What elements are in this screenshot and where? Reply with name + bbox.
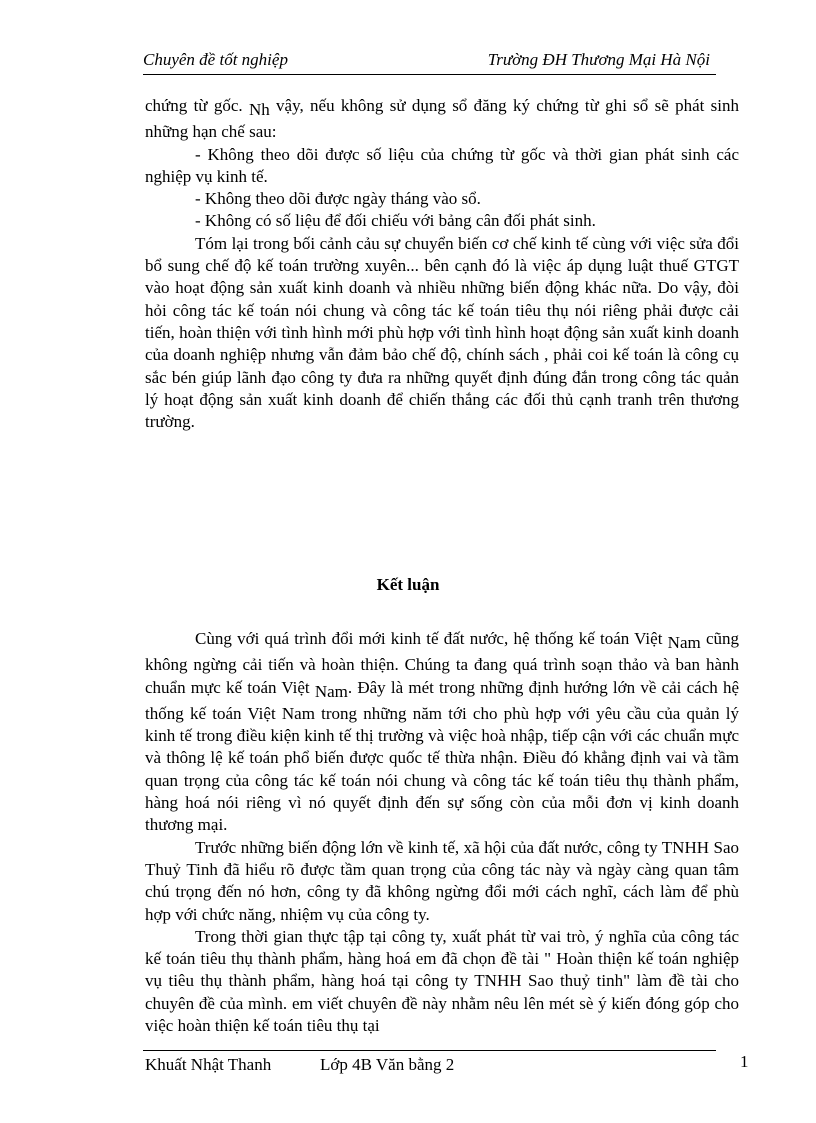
paragraph: Cùng với quá trình đổi mới kinh tế đất nước, hệ thống kế toán Việt Nam cũng không ngừng cải tiến và hoàn thiện. Chúng ta đang quá trình soạn thảo và ban hành chuẩn mực kế toán Việt Nam. Đây là mét trong những định hướng lớn về cải cách hệ thống kế toán Việt Nam trong những năm tới cho phù hợp với yêu cầu của quản lý kinh tế trong điều kiện kinh tế thị trường và việc hoà nhập, tiếp cận với các chuẩn mực và thông lệ kế toán phổ biến được quốc tế thừa nhận. Điều đó khẳng định vai và tầm quan trọng của công tác kế toán nói chung và công tác kế toán tiêu thụ thành phẩm, hàng hoá nói riêng vì nó quyết định đến sự sống còn của mỗi đơn vị kinh doanh thương mại. xyxy=(145,629,739,835)
page-number: 1 xyxy=(740,1052,749,1071)
header-university: Trường ĐH Thương Mại Hà Nội xyxy=(487,50,710,69)
subscript-fragment: Nam xyxy=(667,633,701,652)
page-footer xyxy=(145,1055,454,1075)
footer-author: Khuất Nhật Thanh xyxy=(145,1055,272,1074)
subscript-fragment: Nam xyxy=(314,681,348,701)
summary-paragraph: Tóm lại trong bối cảnh cảu sự chuyển biến cơ chế kinh tế cùng với việc sửa đổi bổ sung chế độ kế toán trường xuyên... bên cạnh đó là việc áp dụng luật thuế GTGT vào hoạt động sản xuất kinh doanh và nhiều những biến động khác nữa. Do vậy, đòi hỏi công tác kế toán nói chung và công tác kế toán tiêu thụ nói riêng phải được cải tiến, hoàn thiện với tình hình mới phù hợp với tình hình hoạt động sản xuất kinh doanh của doanh nghiệp nhưng vẫn đảm bảo chế độ, chính sách , phải coi kế toán là công cụ sắc bén giúp lãnh đạo công ty đưa ra những quyết định đúng đắn trong công tác quản lý hoạt động sản xuất kinh doanh để chiến thắng các đối thủ cạnh tranh trên thương trường. xyxy=(145,233,739,432)
footer-divider xyxy=(143,1050,716,1051)
header-document-type: Chuyên đề tốt nghiệp xyxy=(143,50,288,69)
paragraph: Trong thời gian thực tập tại công ty, xuất phát từ vai trò, ý nghĩa của công tác kế toán tiêu thụ thành phẩm, hàng hoá em đã chọn đề tài " Hoàn thiện kế toán nghiệp vụ tiêu thụ thành phẩm, hàng hoá tại công ty TNHH Sao thuỷ tinh" làm đề tài cho chuyên đề của mình. em viết chuyên đề này nhằm nêu lên mét sè ý kiến đóng góp cho việc hoàn thiện kế toán tiêu thụ tại xyxy=(145,926,739,1036)
conclusion-section xyxy=(145,628,739,1037)
footer-class: Lớp 4B Văn bằng 2 xyxy=(320,1055,455,1074)
section-title: Kết luận xyxy=(376,575,440,594)
paragraph: Trước những biến động lớn về kinh tế, xã hội của đất nước, công ty TNHH Sao Thuỷ Tinh đã hiểu rõ được tầm quan trọng của công tác này và ngày càng quan tâm chú trọng đến nó hơn, công ty đã không ngừng đổi mới cách nghĩ, cách làm để phù hợp với chức năng, nhiệm vụ của công ty. xyxy=(145,837,739,924)
page-header xyxy=(143,50,716,75)
top-section xyxy=(145,95,739,433)
paragraph: chứng từ gốc. Nh vậy, nếu không sử dụng sổ đăng ký chứng từ ghi sổ sẽ phát sinh những hạn chế sau: xyxy=(145,96,740,142)
subscript-fragment: Nh xyxy=(248,100,270,119)
bullet-item: - Không theo dõi được số liệu của chứng từ gốc và thời gian phát sinh các nghiệp vụ kinh tế. xyxy=(145,144,739,186)
bullet-item: - Không theo dõi được ngày tháng vào sổ. xyxy=(195,189,481,209)
bullet-item: - Không có số liệu để đối chiếu với bảng cân đối phát sinh. xyxy=(195,211,596,231)
